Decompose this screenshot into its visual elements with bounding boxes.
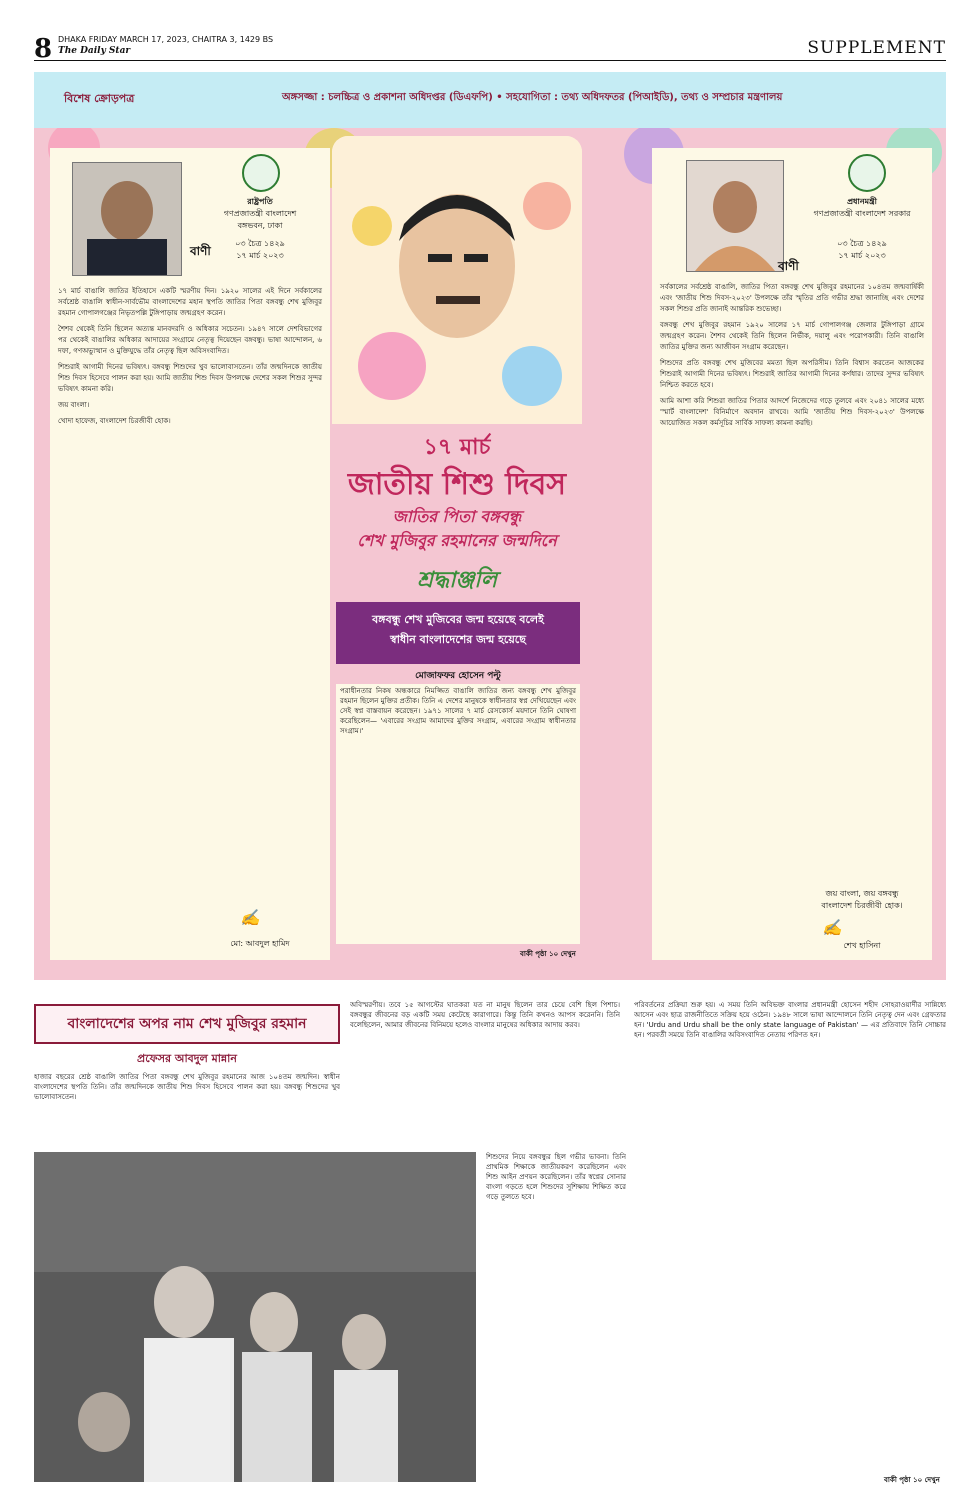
article-byline: মোজাফফর হোসেন পল্টু <box>415 671 501 681</box>
tribute-heading: শ্রদ্ধাঞ্জলি <box>417 567 497 593</box>
date-heading: ১৭ মার্চ <box>423 435 491 460</box>
paragraph: আমি আশা করি শিশুরা জাতির পিতার আদর্শে নিজেদের গড়ে তুলবে এবং ২০৪১ সালের মধ্যে 'স্মার্ট বাংলাদেশ' বিনির্মাণে অবদান রাখবে। আমি 'জাতীয় শিশু দিবস-২০২৩' উপলক্ষে আয়োজিত সকল কর্মসূচির সার্বিক সাফল্য কামনা করছি। <box>660 397 924 427</box>
banner-line-1: বঙ্গবন্ধু শেখ মুজিবের জন্ম হয়েছে বলেই <box>372 613 544 626</box>
president-title: রাষ্ট্রপতি <box>247 197 273 206</box>
president-signature: ✍ <box>240 908 260 927</box>
president-place: বঙ্গভবন, ঢাকা <box>237 221 283 230</box>
article-two-col3: শিশুদের নিয়ে বঙ্গবন্ধুর ছিল গভীর ভাবনা। তিনি প্রাথমিক শিক্ষাকে জাতীয়করণ করেছিলেন এবং শিশু আইন প্রণয়ন করেছিলেন। তাঁর স্বপ্নের সোনার বাংলা গড়তে হলে শিশুদের সুশিক্ষায় শিক্ষিত করে গড়ে তুলতে হবে। <box>486 1153 626 1201</box>
special-supplement-tag: বিশেষ ক্রোড়পত্র <box>64 92 135 105</box>
article-two <box>34 992 946 1482</box>
closing: জয় বাংলা। <box>58 401 90 409</box>
article-two-intro: হাজার বছরের শ্রেষ্ঠ বাঙালি জাতির পিতা বঙ্গবন্ধু শেখ মুজিবুর রহমানের আজ ১০৪তম জন্মদিন। স্বাধীন বাংলাদেশের স্থপতি তিনি। তাঁর জন্মদিনকে জাতীয় শিশু দিবস হিসেবে পালন করা হয়। বঙ্গবন্ধু শিশুদের খুব ভালোবাসতেন। <box>34 1073 340 1101</box>
pm-body <box>660 282 924 434</box>
masthead-meta: DHAKA FRIDAY MARCH 17, 2023, CHAITRA 3, 1429 BS <box>58 35 274 44</box>
state-emblem-icon <box>242 154 280 192</box>
pm-message <box>652 148 932 960</box>
masthead <box>0 0 980 64</box>
president-message <box>50 148 330 960</box>
paragraph: শিশুরাই আগামী দিনের ভবিষ্যৎ। বঙ্গবন্ধু শিশুদের খুব ভালোবাসতেন। তাঁর জন্মদিনকে জাতীয় শিশু দিবস হিসেবে পালন করা হয়। আমি জাতীয় শিশু দিবস উপলক্ষে দেশের সকল শিশুর সুন্দর ভবিষ্যৎ কামনা করি। <box>58 363 322 393</box>
bangabandhu-portrait <box>332 136 582 424</box>
header-band <box>34 72 946 128</box>
paragraph: শৈশব থেকেই তিনি ছিলেন অত্যন্ত মানবদরদি ও অধিকার সচেতন। ১৯৪৭ সালে দেশবিভাগের পর থেকেই বাঙালির অধিকার আদায়ের সংগ্রামে নেতৃত্ব দিয়েছেন বঙ্গবন্ধু। ভাষা আন্দোলন, ৬ দফা, গণঅভ্যুত্থান ও মুক্তিযুদ্ধে তাঁর নেতৃত্ব ছিল অবিসংবাদিত। <box>58 325 322 355</box>
childrens-day-heading: জাতীয় শিশু দিবস <box>347 467 567 502</box>
paragraph: বঙ্গবন্ধু শেখ মুজিবুর রহমান ১৯২০ সালের ১৭ মার্চ গোপালগঞ্জ জেলার টুঙ্গিপাড়া গ্রামে জন্মগ্রহণ করেন। শৈশব থেকেই তিনি ছিলেন নির্ভীক, দয়ালু এবং পরোপকারী। তিনি বাঙালি জাতির মুক্তির জন্য আজীবন সংগ্রাম করেছেন। <box>660 321 924 351</box>
president-date-bangla: ০৩ চৈত্র ১৪২৯ <box>235 239 285 248</box>
page-number: 8 <box>34 34 53 64</box>
paragraph: সর্বকালের সর্বশ্রেষ্ঠ বাঙালি, জাতির পিতা বঙ্গবন্ধু শেখ মুজিবুর রহমানের ১০৪তম জন্মবার্ষিকী এবং 'জাতীয় শিশু দিবস-২০২৩' উপলক্ষে তাঁর স্মৃতির প্রতি গভীর শ্রদ্ধা জানাচ্ছি এবং দেশের সকল শিশুর প্রতি জানাই আন্তরিক শুভেচ্ছা। <box>660 283 924 313</box>
center-article-body: পরাধীনতার নিকষ অন্ধকারে নিমজ্জিত বাঙালি জাতির জন্য বঙ্গবন্ধু শেখ মুজিবুর রহমান ছিলেন মুক্তির প্রতীক। তিনি এ দেশের মানুষকে স্বাধীনতার স্বপ্ন দেখিয়েছেন এবং সেই স্বপ্ন বাস্তবায়ন করেছেন। ১৯৭১ সালের ৭ মার্চ রেসকোর্স ময়দানে তিনি ঘোষণা করেছিলেন— 'এবারের সংগ্রাম আমাদের মুক্তির সংগ্রাম, এবারের সংগ্রাম স্বাধীনতার সংগ্রাম।' <box>336 684 580 944</box>
president-name: মো: আবদুল হামিদ <box>230 939 290 948</box>
paper-logo: The Daily Star <box>58 46 131 56</box>
president-office: গণপ্রজাতন্ত্রী বাংলাদেশ <box>223 209 297 218</box>
section-label: SUPPLEMENT <box>807 38 946 58</box>
president-portrait <box>72 162 182 276</box>
president-body <box>58 286 322 432</box>
continued-note: বাকী পৃষ্ঠা ১০ দেখুন <box>520 950 576 958</box>
president-bani: বাণী <box>190 244 211 258</box>
pm-portrait <box>686 160 784 272</box>
credits: অঙ্গসজ্জা : চলচ্চিত্র ও প্রকাশনা অধিদপ্তর (ডিএফপি) • সহযোগিতা : তথ্য অধিদফতর (পিআইডি), তথ্য ও সম্প্রচার মন্ত্রণালয় <box>282 92 783 103</box>
pm-closing-2: বাংলাদেশ চিরজীবী হোক। <box>821 901 903 910</box>
article-two-col2: অবিস্মরণীয়। তবে ১৫ আগস্টের ঘাতকরা যত না মানুষ ছিলেন তার চেয়ে বেশি ছিল পিশাচ। বঙ্গবন্ধুর জীবনের বড় একটি সময় কেটেছে কারাগারে। কিন্তু তিনি কখনও আপস করেননি। তিনি বলেছিলেন, আমার জীবনের বিনিময়ে হলেও বাংলার মানুষের অধিকার আদায় করব। <box>350 1001 620 1029</box>
paragraph: ১৭ মার্চ বাঙালি জাতির ইতিহাসে একটি স্মরণীয় দিন। ১৯২০ সালের এই দিনে সর্বকালের সর্বশ্রেষ্ঠ বাঙালি স্বাধীন-সার্বভৌম বাংলাদেশের মহান স্থপতি জাতির পিতা বঙ্গবন্ধু শেখ মুজিবুর রহমান গোপালগঞ্জের নিভৃতপল্লি টুঙ্গিপাড়ায় জন্মগ্রহণ করেন। <box>58 287 322 317</box>
article-two-title: বাংলাদেশের অপর নাম শেখ মুজিবুর রহমান <box>34 1004 340 1044</box>
pm-date: ১৭ মার্চ ২০২৩ <box>838 251 886 260</box>
masthead-rule <box>34 60 946 61</box>
banner-line-2: স্বাধীন বাংলাদেশের জন্ম হয়েছে <box>390 633 526 646</box>
pm-closing-1: জয় বাংলা, জয় বঙ্গবন্ধু <box>825 889 899 898</box>
closing: খোদা হাফেজ, বাংলাদেশ চিরজীবী হোক। <box>58 417 171 425</box>
article-banner <box>336 602 580 664</box>
article-two-byline: প্রফেসর আবদুল মান্নান <box>137 1052 237 1065</box>
heading-line-2: শেখ মুজিবুর রহমানের জন্মদিনে <box>357 531 557 550</box>
government-emblem-icon <box>848 154 886 192</box>
pm-name: শেখ হাসিনা <box>843 941 881 950</box>
article-two-continued: বাকী পৃষ্ঠা ১০ দেখুন <box>884 1476 940 1484</box>
heading-line-1: জাতির পিতা বঙ্গবন্ধু <box>392 507 522 526</box>
pm-bani: বাণী <box>778 259 799 273</box>
birthday-heading <box>332 505 582 553</box>
pm-signature: ✍ <box>822 918 842 937</box>
archive-photo <box>34 1152 476 1482</box>
president-date: ১৭ মার্চ ২০২৩ <box>236 251 284 260</box>
pm-title: প্রধানমন্ত্রী <box>847 197 877 206</box>
pm-date-bangla: ০৩ চৈত্র ১৪২৯ <box>837 239 887 248</box>
pm-office: গণপ্রজাতন্ত্রী বাংলাদেশ সরকার <box>813 209 911 218</box>
paragraph: শিশুদের প্রতি বঙ্গবন্ধু শেখ মুজিবের মমতা ছিল অপরিসীম। তিনি বিশ্বাস করতেন আজকের শিশুরাই আগামী দিনের ভবিষ্যৎ। শিশুরাই জাতির আগামী দিনের কর্ণধার। তাদের সুন্দর ভবিষ্যৎ নিশ্চিত করতে হবে। <box>660 359 924 389</box>
article-two-col4: পরিবর্তনের প্রক্রিয়া শুরু হয়। এ সময় তিনি অবিভক্ত বাংলার প্রধানমন্ত্রী হোসেন শহীদ সোহরাওয়ার্দীর সান্নিধ্যে আসেন এবং ছাত্র রাজনীতিতে সক্রিয় হয়ে ওঠেন। ১৯৪৮ সালে ভাষা আন্দোলনে তিনি নেতৃত্ব দেন এবং গ্রেফতার হন। 'Urdu and Urdu shall be the only state language of Pakistan' — এর প্রতিবাদে তিনি সোচ্চার হন। পরবর্তী সময়ে তিনি বাঙালির অবিসংবাদিত নেতায় পরিণত হন। <box>634 1001 946 1039</box>
